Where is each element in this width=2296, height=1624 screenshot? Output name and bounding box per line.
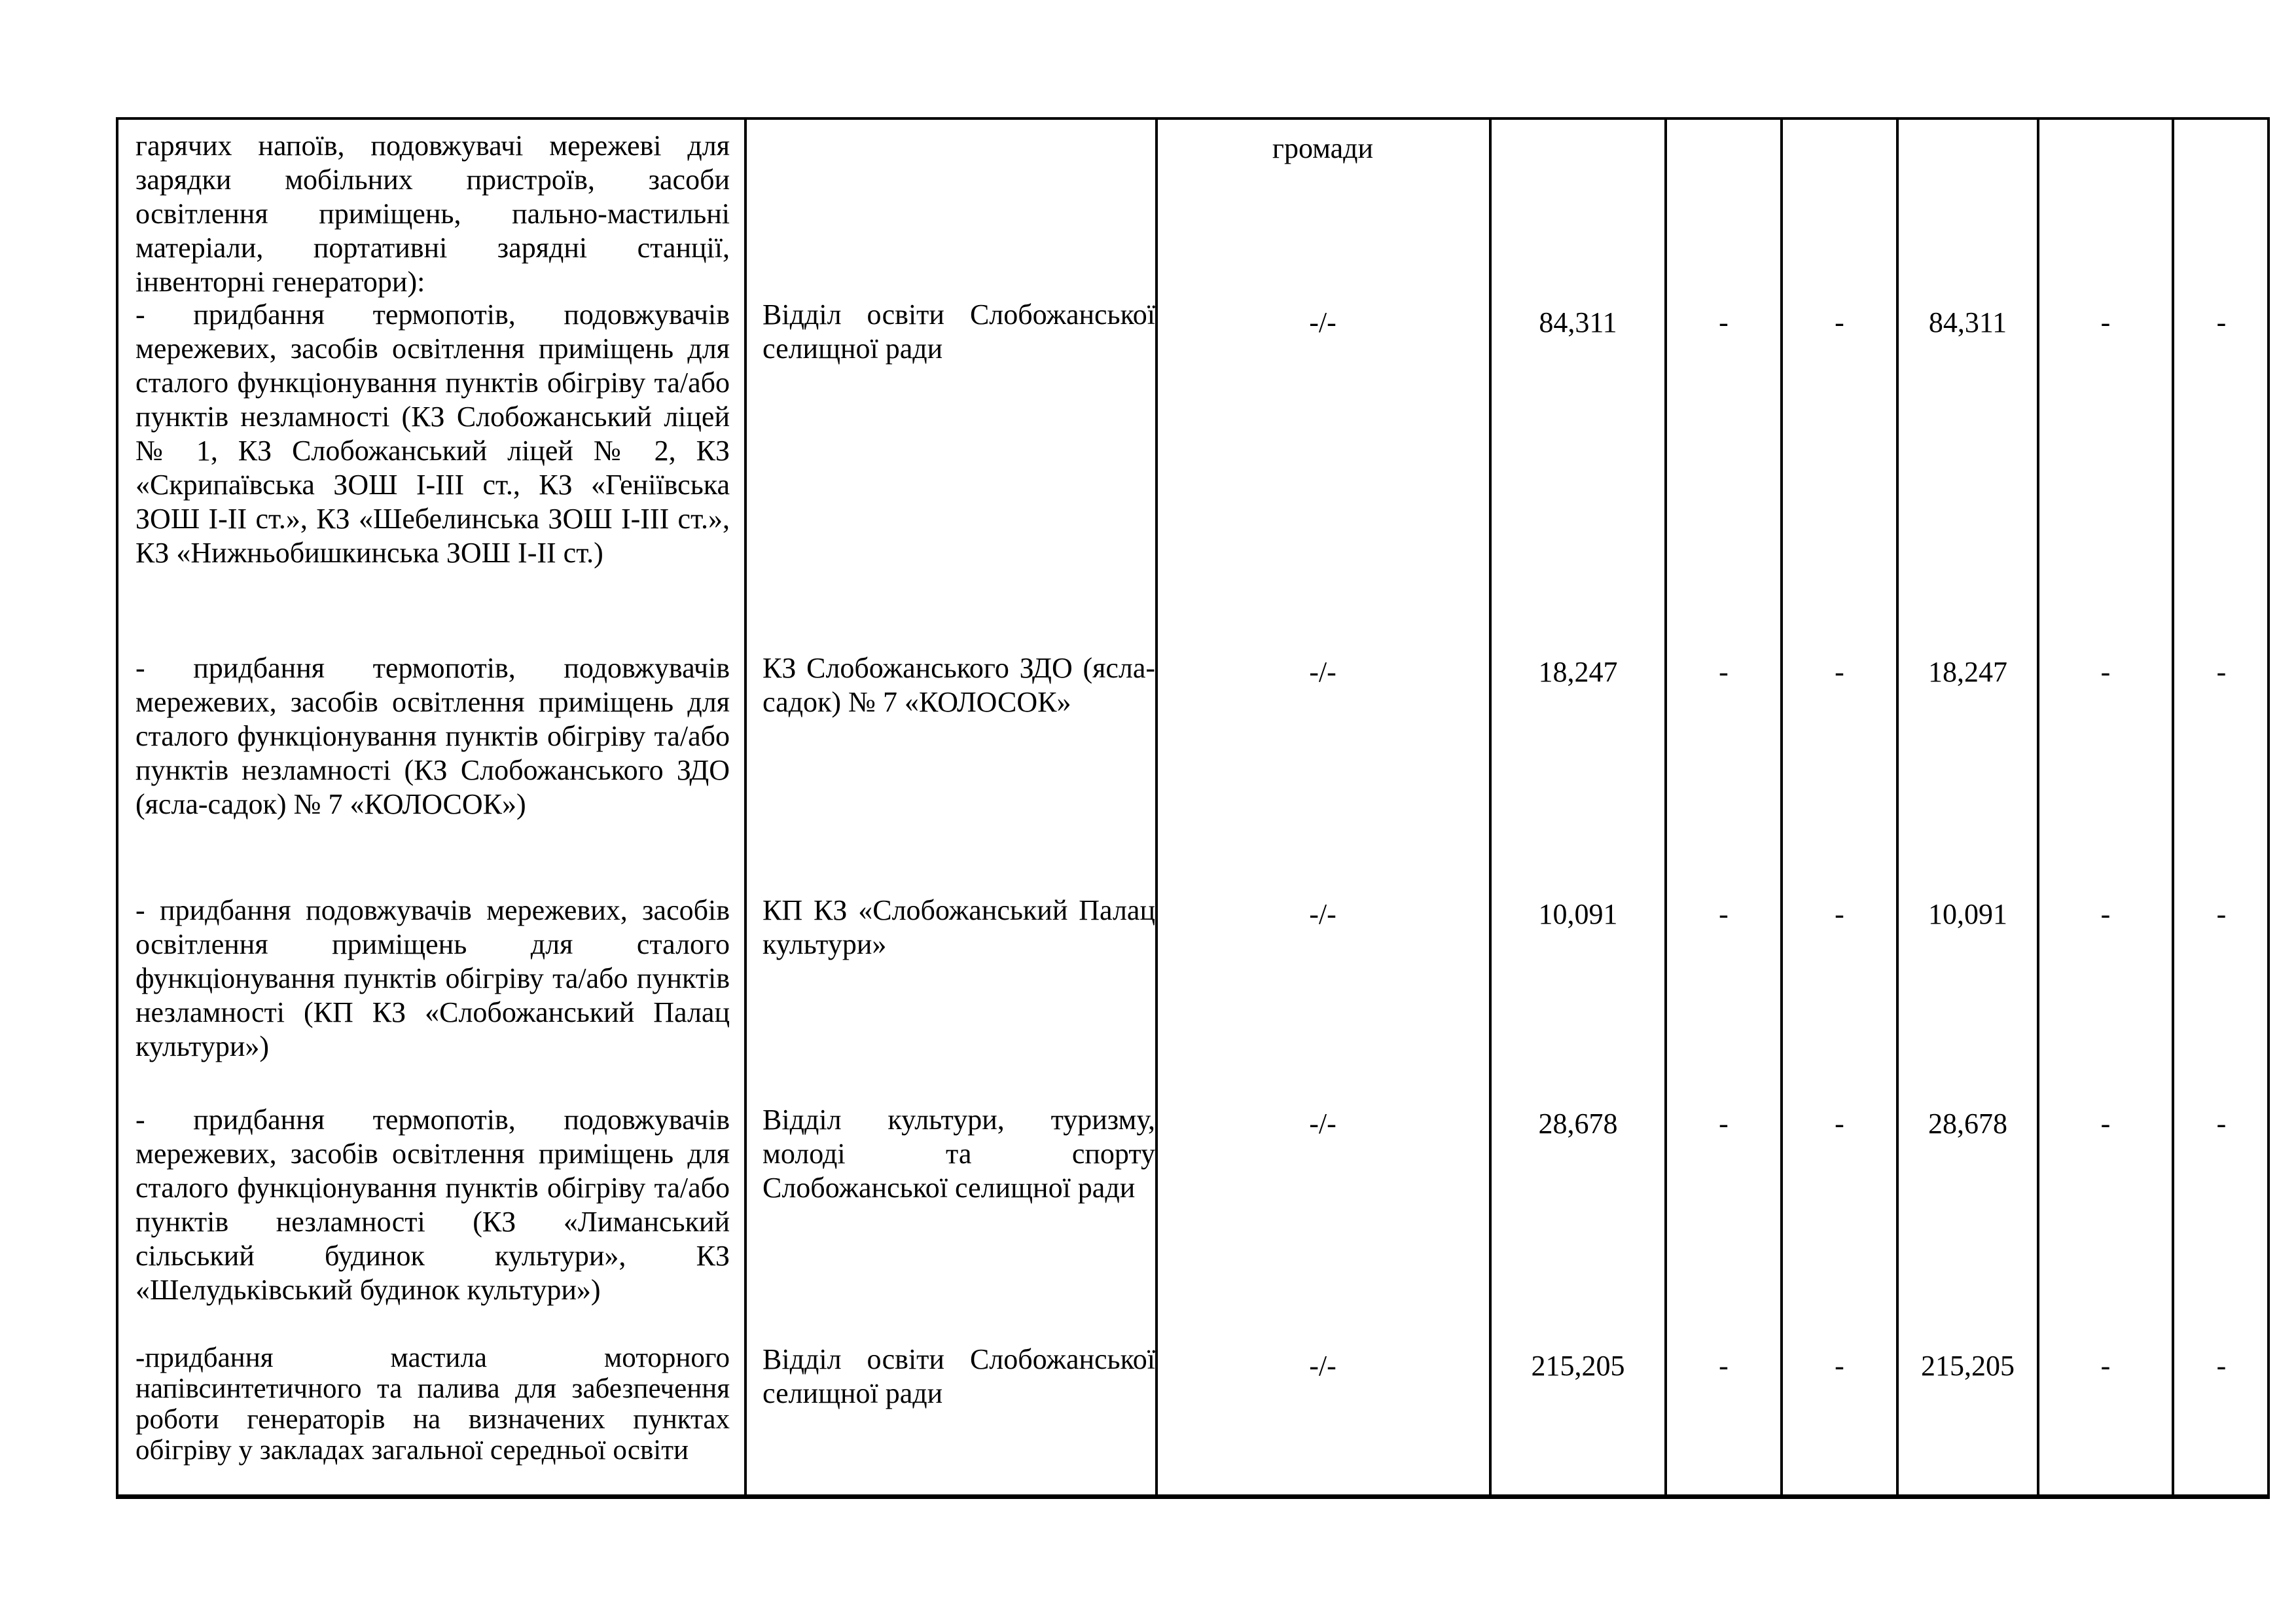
row5-amount-5: - xyxy=(2100,1350,2111,1382)
row4-amount-4: 28,678 xyxy=(1928,1108,2007,1140)
row5-amount-total: 215,205 xyxy=(1531,1350,1625,1382)
row1-amount-2: - xyxy=(1719,306,1729,338)
column-divider-1 xyxy=(744,120,747,1494)
row1-amount-4: 84,311 xyxy=(1928,306,2007,338)
row1-amount-6: - xyxy=(2216,306,2227,338)
row3-amount-4: 10,091 xyxy=(1928,898,2007,930)
row4-amount-5: - xyxy=(2100,1108,2111,1140)
row1-amount-total: 84,311 xyxy=(1539,306,1617,338)
row5-funding-source-text: -/- xyxy=(1309,1350,1336,1382)
row5-amount-3: - xyxy=(1835,1350,1844,1382)
row2-amount-3: - xyxy=(1835,656,1844,688)
row2-amount-6: - xyxy=(2216,656,2227,688)
row4-amount-2: - xyxy=(1719,1108,1729,1140)
row2-amount-2: - xyxy=(1719,656,1729,688)
row2-executor-text: КЗ Слобожанського ЗДО (ясла-садок) № 7 «КОЛОСОК» xyxy=(762,652,1155,718)
row4-executor-text: Відділ культури, туризму, молоді та спорту Слобожанської селищної ради xyxy=(762,1104,1155,1204)
row2-amount-5: - xyxy=(2100,656,2111,688)
row3-activity-text: - придбання подовжувачів мережевих, засобів освітлення приміщень для сталого функціонування пунктів обігріву та/або пунктів незламності (КП КЗ «Слобожанський Палац культури») xyxy=(135,894,730,1062)
row4-amount-6: - xyxy=(2216,1108,2227,1140)
budget-table xyxy=(116,117,2270,1499)
row5-amount-6: - xyxy=(2216,1350,2227,1382)
row1-amount-5: - xyxy=(2100,306,2111,338)
row3-amount-5: - xyxy=(2100,898,2111,930)
row4-amount-total: 28,678 xyxy=(1538,1108,1618,1140)
row5-amount-2: - xyxy=(1719,1350,1729,1382)
row5-activity-text: -придбання мастила моторного напівсинтетичного та палива для забезпечення роботи генераторів на визначених пунктах обігріву у закладах загальної середньої освіти xyxy=(135,1343,730,1466)
row3-amount-6: - xyxy=(2216,898,2227,930)
row3-executor-text: КП КЗ «Слобожанський Палац культури» xyxy=(762,894,1155,960)
row1-activity-text: - придбання термопотів, подовжувачів мережевих, засобів освітлення приміщень для сталого функціонування пунктів обігріву та/або пунктів незламності (КЗ Слобожанський ліцей № 1, КЗ Слобожанський ліцей № 2, КЗ «Скрипаївська ЗОШ І-ІІІ ст., КЗ «Геніївська ЗОШ І-ІІ ст.», КЗ «Шебелинська ЗОШ І-ІІІ ст.», КЗ «Нижньобишкинська ЗОШ І-ІІ ст.) xyxy=(135,298,730,569)
row3-amount-3: - xyxy=(1835,898,1844,930)
row0-funding-source-text: громади xyxy=(1272,132,1374,164)
row0-activity-text: гарячих напоїв, подовжувачі мережеві для зарядки мобільних пристроїв, засоби освітлення приміщень, пально-мастильні матеріали, портативні зарядні станції, інвенторні генератори): xyxy=(135,130,730,298)
row2-amount-4: 18,247 xyxy=(1928,656,2007,688)
row1-amount-3: - xyxy=(1835,306,1844,338)
row2-funding-source-text: -/- xyxy=(1309,656,1336,688)
row2-amount-total: 18,247 xyxy=(1538,656,1618,688)
row2-activity-text: - придбання термопотів, подовжувачів мережевих, засобів освітлення приміщень для сталого функціонування пунктів обігріву та/або пунктів незламності (КЗ Слобожанського ЗДО (ясла-садок) № 7 «КОЛОСОК») xyxy=(135,652,730,820)
row4-activity-text: - придбання термопотів, подовжувачів мережевих, засобів освітлення приміщень для сталого функціонування пунктів обігріву та/або пунктів незламності (КЗ «Лиманський сільський будинок культури», КЗ «Шелудьківський будинок культури») xyxy=(135,1104,730,1306)
row1-funding-source-text: -/- xyxy=(1309,306,1336,338)
row3-funding-source-text: -/- xyxy=(1309,898,1336,930)
row4-funding-source-text: -/- xyxy=(1309,1108,1336,1140)
row3-amount-2: - xyxy=(1719,898,1729,930)
row3-amount-total: 10,091 xyxy=(1538,898,1618,930)
row1-executor-text: Відділ освіти Слобожанської селищної ради xyxy=(762,298,1155,365)
row4-amount-3: - xyxy=(1835,1108,1844,1140)
row5-amount-4: 215,205 xyxy=(1921,1350,2015,1382)
row5-executor-text: Відділ освіти Слобожанської селищної ради xyxy=(762,1343,1155,1409)
